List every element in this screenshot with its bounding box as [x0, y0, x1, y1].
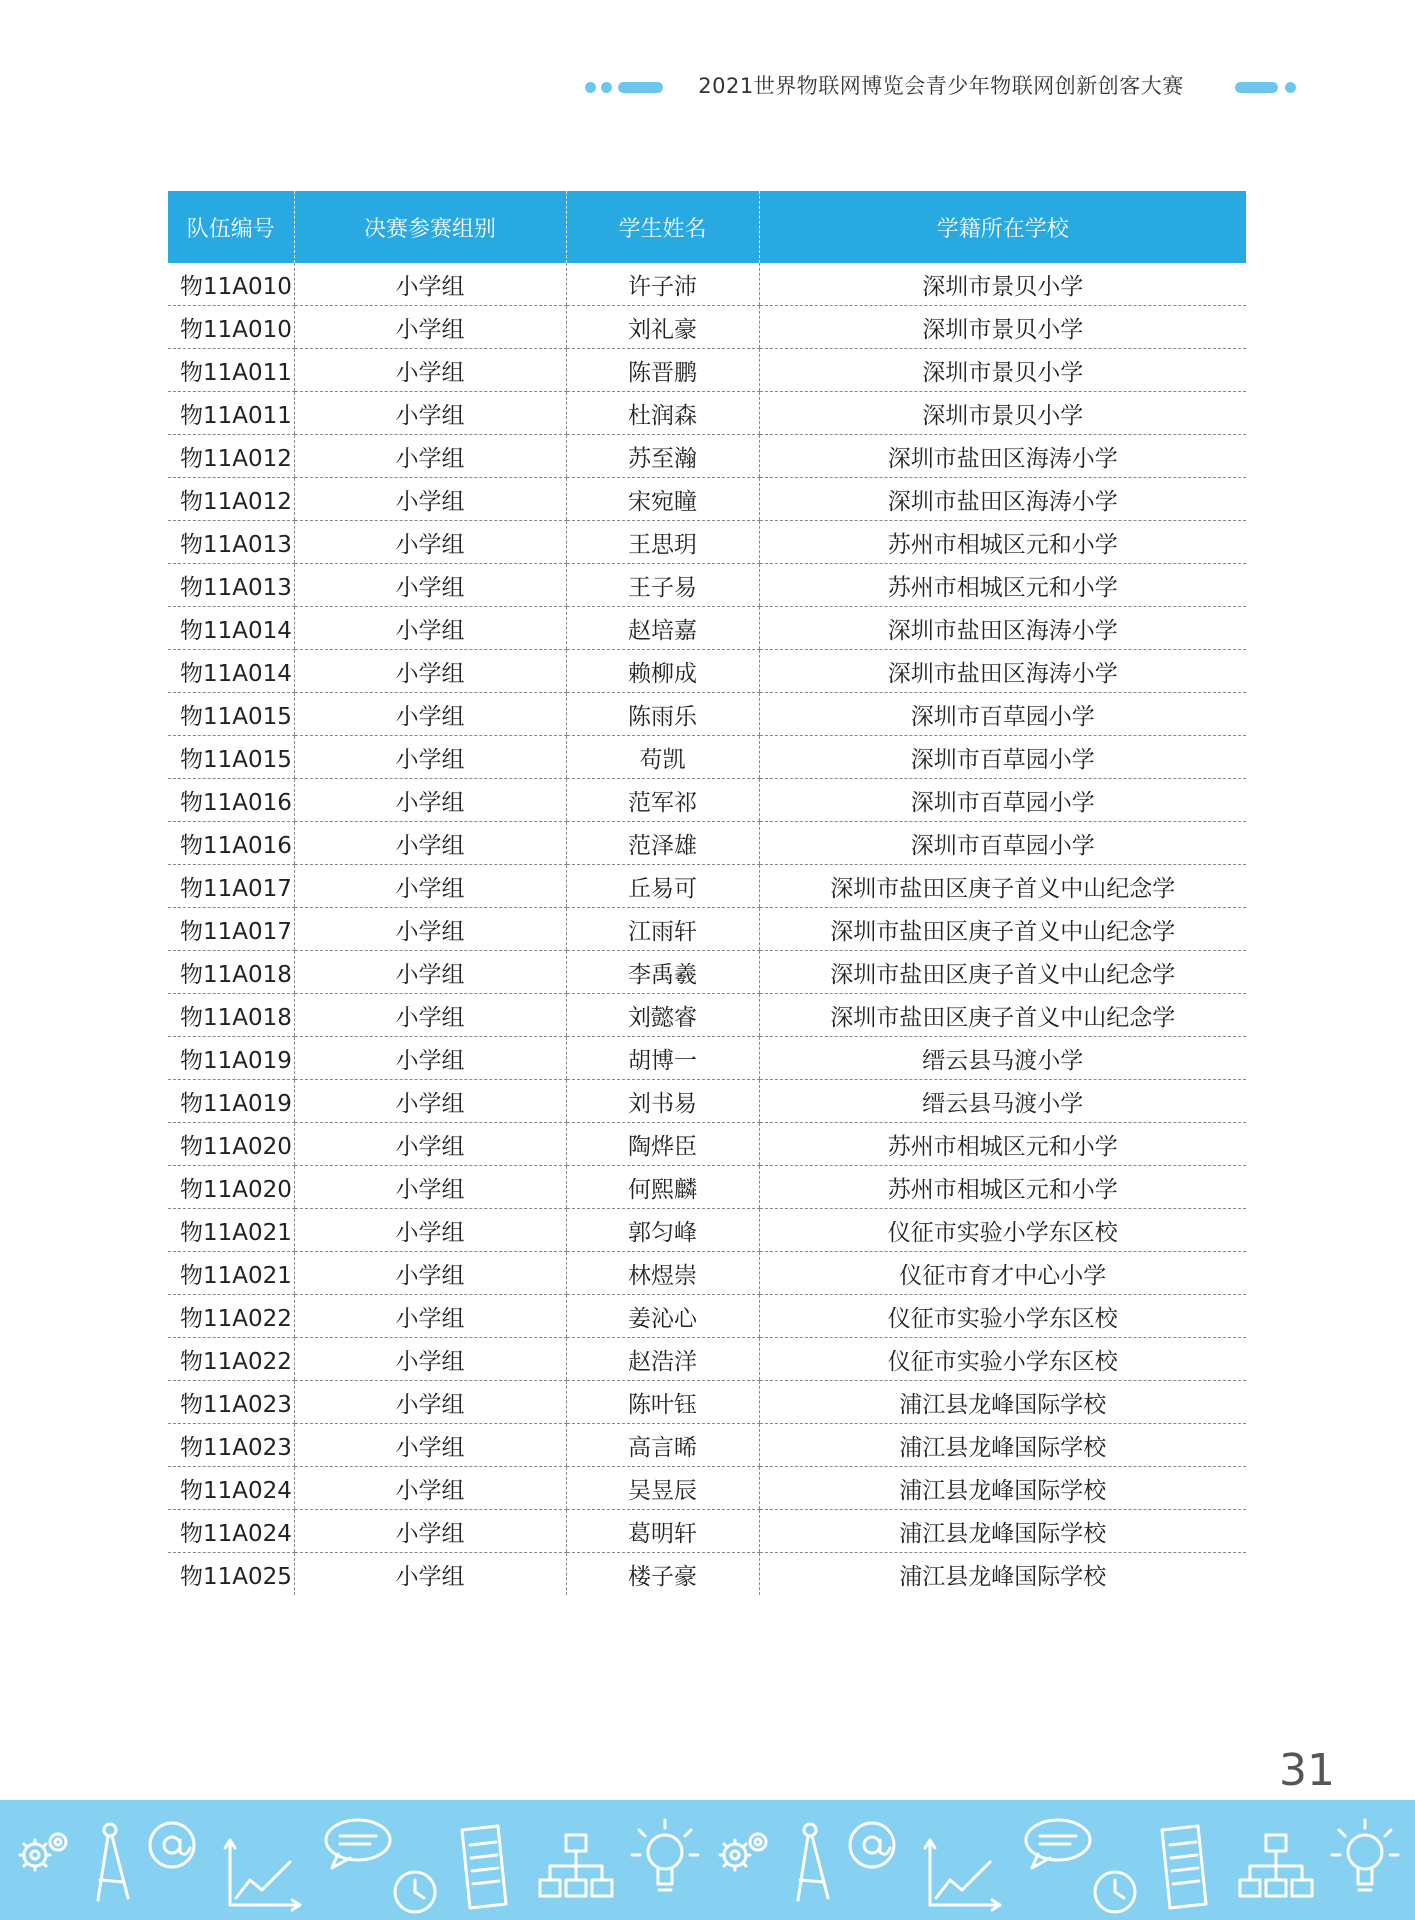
- team-id-cell: 物11A022: [168, 1338, 294, 1381]
- team-id-cell: 物11A010: [168, 306, 294, 349]
- team-id-cell: 物11A011: [168, 349, 294, 392]
- group-cell: 小学组: [294, 349, 566, 392]
- school-cell: 深圳市盐田区海涛小学: [759, 607, 1246, 650]
- table-row: [168, 1252, 1246, 1295]
- header-left-dot-2: [601, 82, 612, 93]
- footer-band: [0, 1800, 1415, 1920]
- school-cell: 深圳市盐田区庚子首义中山纪念学: [759, 908, 1246, 951]
- school-cell: 浦江县龙峰国际学校: [759, 1553, 1246, 1596]
- student-name-cell: 郭匀峰: [566, 1209, 759, 1252]
- header-right-bar: [1235, 82, 1278, 93]
- team-id-cell: 物11A025: [180, 1563, 292, 1590]
- gears-icon: [20, 1834, 66, 1870]
- student-name-cell: 王思玥: [566, 521, 759, 564]
- team-id-cell: 物11A021: [168, 1252, 294, 1295]
- line-chart-icon: [225, 1840, 300, 1910]
- team-id-cell: 物11A019: [168, 1080, 294, 1123]
- school-cell: 浦江县龙峰国际学校: [759, 1381, 1246, 1424]
- school-cell: 苏州市相城区元和小学: [759, 521, 1246, 564]
- school-cell: 深圳市百草园小学: [759, 822, 1246, 865]
- team-id-cell: 物11A013: [168, 521, 294, 564]
- student-name-cell: 杜润森: [566, 392, 759, 435]
- table-row: [168, 865, 1246, 908]
- team-id-cell: 物11A014: [168, 607, 294, 650]
- header-left-bar: [618, 82, 663, 93]
- student-name-cell: 赖柳成: [566, 650, 759, 693]
- team-id-cell: 物11A016: [168, 779, 294, 822]
- school-cell: 深圳市盐田区庚子首义中山纪念学: [759, 951, 1246, 994]
- school-cell: 浦江县龙峰国际学校: [759, 1510, 1246, 1553]
- flowchart-icon: [540, 1835, 612, 1896]
- group-cell: 小学组: [294, 650, 566, 693]
- team-id-cell: 物11A020: [168, 1123, 294, 1166]
- header-title: 2021世界物联网博览会青少年物联网创新创客大赛: [698, 74, 1184, 98]
- team-id-cell: 物11A018: [168, 951, 294, 994]
- group-cell: 小学组: [294, 1553, 566, 1596]
- group-cell: 小学组: [294, 779, 566, 822]
- school-cell: 缙云县马渡小学: [759, 1037, 1246, 1080]
- document-icon: [462, 1826, 506, 1908]
- table-row: [168, 1295, 1246, 1338]
- team-id-cell: 物11A011: [168, 392, 294, 435]
- group-cell: 小学组: [294, 1209, 566, 1252]
- team-id-cell: 物11A013: [168, 564, 294, 607]
- group-cell: 小学组: [294, 1338, 566, 1381]
- student-name-cell: 苏至瀚: [566, 435, 759, 478]
- group-cell: 小学组: [294, 1037, 566, 1080]
- school-cell: 仪征市实验小学东区校: [759, 1295, 1246, 1338]
- table-row: [168, 693, 1246, 736]
- table-row: [168, 478, 1246, 521]
- team-id-cell: 物11A015: [168, 693, 294, 736]
- school-cell: 缙云县马渡小学: [759, 1080, 1246, 1123]
- student-name-cell: 赵培嘉: [566, 607, 759, 650]
- school-cell: 深圳市盐田区海涛小学: [759, 650, 1246, 693]
- table-row: [168, 1467, 1246, 1510]
- table-row: [168, 994, 1246, 1037]
- school-cell: 深圳市百草园小学: [759, 779, 1246, 822]
- student-name-cell: 丘易可: [566, 865, 759, 908]
- school-cell: 深圳市百草园小学: [759, 736, 1246, 779]
- table-row: [168, 650, 1246, 693]
- group-cell: 小学组: [294, 435, 566, 478]
- school-cell: 深圳市盐田区海涛小学: [759, 435, 1246, 478]
- school-cell: 仪征市实验小学东区校: [759, 1209, 1246, 1252]
- group-cell: 小学组: [294, 865, 566, 908]
- table-row: [168, 521, 1246, 564]
- header-right-dot: [1285, 82, 1296, 93]
- school-cell: 苏州市相城区元和小学: [759, 564, 1246, 607]
- school-cell: 深圳市盐田区庚子首义中山纪念学: [759, 865, 1246, 908]
- student-name-cell: 苟凯: [566, 736, 759, 779]
- column-header-school: 学籍所在学校: [759, 191, 1246, 263]
- group-cell: 小学组: [294, 1080, 566, 1123]
- column-header-team-id: 队伍编号: [168, 191, 294, 263]
- at-sign-icon: [150, 1823, 194, 1867]
- group-cell: 小学组: [294, 1295, 566, 1338]
- table-row: [168, 349, 1246, 392]
- column-header-group: 决赛参赛组别: [294, 191, 566, 263]
- team-id-cell: 物11A022: [168, 1295, 294, 1338]
- table-row: [168, 908, 1246, 951]
- table-row: [168, 1037, 1246, 1080]
- team-id-cell: 物11A014: [168, 650, 294, 693]
- student-name-cell: 宋宛瞳: [566, 478, 759, 521]
- student-name-cell: 高言晞: [566, 1424, 759, 1467]
- student-name-cell: 胡博一: [566, 1037, 759, 1080]
- school-cell: 深圳市盐田区海涛小学: [759, 478, 1246, 521]
- table-row: [168, 779, 1246, 822]
- group-cell: 小学组: [294, 263, 566, 306]
- group-cell: 小学组: [294, 1510, 566, 1553]
- school-cell: 深圳市盐田区庚子首义中山纪念学: [759, 994, 1246, 1037]
- team-id-cell: 物11A024: [168, 1510, 294, 1553]
- table-row: [168, 1080, 1246, 1123]
- school-cell: 苏州市相城区元和小学: [759, 1123, 1246, 1166]
- group-cell: 小学组: [294, 1252, 566, 1295]
- table-row: [168, 822, 1246, 865]
- table-row: [168, 1381, 1246, 1424]
- student-name-cell: 刘书易: [566, 1080, 759, 1123]
- team-id-cell: 物11A012: [168, 478, 294, 521]
- student-name-cell: 葛明轩: [566, 1510, 759, 1553]
- clock-icon: [395, 1872, 435, 1912]
- school-cell: 深圳市景贝小学: [759, 349, 1246, 392]
- student-name-cell: 姜沁心: [566, 1295, 759, 1338]
- team-id-cell: 物11A010: [168, 263, 294, 306]
- school-cell: 仪征市育才中心小学: [759, 1252, 1246, 1295]
- table-row: [168, 1166, 1246, 1209]
- school-cell: 深圳市景贝小学: [759, 306, 1246, 349]
- team-id-cell: 物11A023: [168, 1381, 294, 1424]
- student-name-cell: 刘礼豪: [566, 306, 759, 349]
- team-id-cell: 物11A018: [168, 994, 294, 1037]
- group-cell: 小学组: [294, 478, 566, 521]
- student-name-cell: 赵浩洋: [566, 1338, 759, 1381]
- school-cell: 浦江县龙峰国际学校: [759, 1467, 1246, 1510]
- group-cell: 小学组: [294, 736, 566, 779]
- team-id-cell: 物11A016: [168, 822, 294, 865]
- student-name-cell: 吴昱辰: [566, 1467, 759, 1510]
- school-cell: 仪征市实验小学东区校: [759, 1338, 1246, 1381]
- school-cell: 深圳市百草园小学: [759, 693, 1246, 736]
- student-name-cell: 陈晋鹏: [566, 349, 759, 392]
- student-name-cell: 王子易: [566, 564, 759, 607]
- table-row: [168, 736, 1246, 779]
- student-name-cell: 范泽雄: [566, 822, 759, 865]
- group-cell: 小学组: [294, 1123, 566, 1166]
- column-header-student-name: 学生姓名: [566, 191, 759, 263]
- student-name-cell: 楼子豪: [566, 1553, 759, 1596]
- group-cell: 小学组: [294, 1424, 566, 1467]
- student-name-cell: 林煜崇: [566, 1252, 759, 1295]
- group-cell: 小学组: [294, 822, 566, 865]
- student-name-cell: 陶烨臣: [566, 1123, 759, 1166]
- group-cell: 小学组: [294, 994, 566, 1037]
- group-cell: 小学组: [294, 908, 566, 951]
- group-cell: 小学组: [294, 306, 566, 349]
- team-id-cell: 物11A017: [168, 865, 294, 908]
- group-cell: 小学组: [294, 392, 566, 435]
- table-row: [168, 1209, 1246, 1252]
- compass-icon: [98, 1824, 128, 1900]
- team-id-cell: 物11A015: [168, 736, 294, 779]
- group-cell: 小学组: [294, 1381, 566, 1424]
- group-cell: 小学组: [294, 951, 566, 994]
- group-cell: 小学组: [294, 564, 566, 607]
- student-name-cell: 江雨轩: [566, 908, 759, 951]
- team-id-cell: 物11A021: [168, 1209, 294, 1252]
- group-cell: 小学组: [294, 521, 566, 564]
- student-name-cell: 刘懿睿: [566, 994, 759, 1037]
- student-name-cell: 何熙麟: [566, 1166, 759, 1209]
- team-id-cell: 物11A024: [168, 1467, 294, 1510]
- table-row: [168, 392, 1246, 435]
- speech-bubble-icon: [326, 1820, 390, 1868]
- table-row: [168, 263, 1246, 306]
- team-id-cell: 物11A023: [168, 1424, 294, 1467]
- school-cell: 深圳市景贝小学: [759, 263, 1246, 306]
- student-name-cell: 范军祁: [566, 779, 759, 822]
- group-cell: 小学组: [294, 607, 566, 650]
- table-row: [168, 1510, 1246, 1553]
- lightbulb-icon: [632, 1820, 698, 1890]
- student-name-cell: 许子沛: [566, 263, 759, 306]
- participant-table: [168, 191, 1246, 1595]
- table-row: [168, 435, 1246, 478]
- student-name-cell: 陈雨乐: [566, 693, 759, 736]
- table-row: [168, 607, 1246, 650]
- student-name-cell: 陈叶钰: [566, 1381, 759, 1424]
- table-row: [168, 1338, 1246, 1381]
- school-cell: 浦江县龙峰国际学校: [759, 1424, 1246, 1467]
- student-name-cell: 李禹羲: [566, 951, 759, 994]
- team-id-cell: 物11A019: [168, 1037, 294, 1080]
- table-row: [168, 1553, 1246, 1596]
- table-row: [168, 306, 1246, 349]
- group-cell: 小学组: [294, 693, 566, 736]
- team-id-cell: 物11A012: [168, 435, 294, 478]
- team-id-cell: 物11A020: [168, 1166, 294, 1209]
- school-cell: 苏州市相城区元和小学: [759, 1166, 1246, 1209]
- header-left-dot-1: [585, 82, 596, 93]
- group-cell: 小学组: [294, 1166, 566, 1209]
- group-cell: 小学组: [294, 1467, 566, 1510]
- table-row: [168, 951, 1246, 994]
- table-row: [168, 1424, 1246, 1467]
- table-row: [168, 1123, 1246, 1166]
- table-header-row: [168, 191, 1246, 263]
- school-cell: 深圳市景贝小学: [759, 392, 1246, 435]
- page-number: 31: [1279, 1745, 1335, 1796]
- team-id-cell: 物11A017: [168, 908, 294, 951]
- table-row: [168, 564, 1246, 607]
